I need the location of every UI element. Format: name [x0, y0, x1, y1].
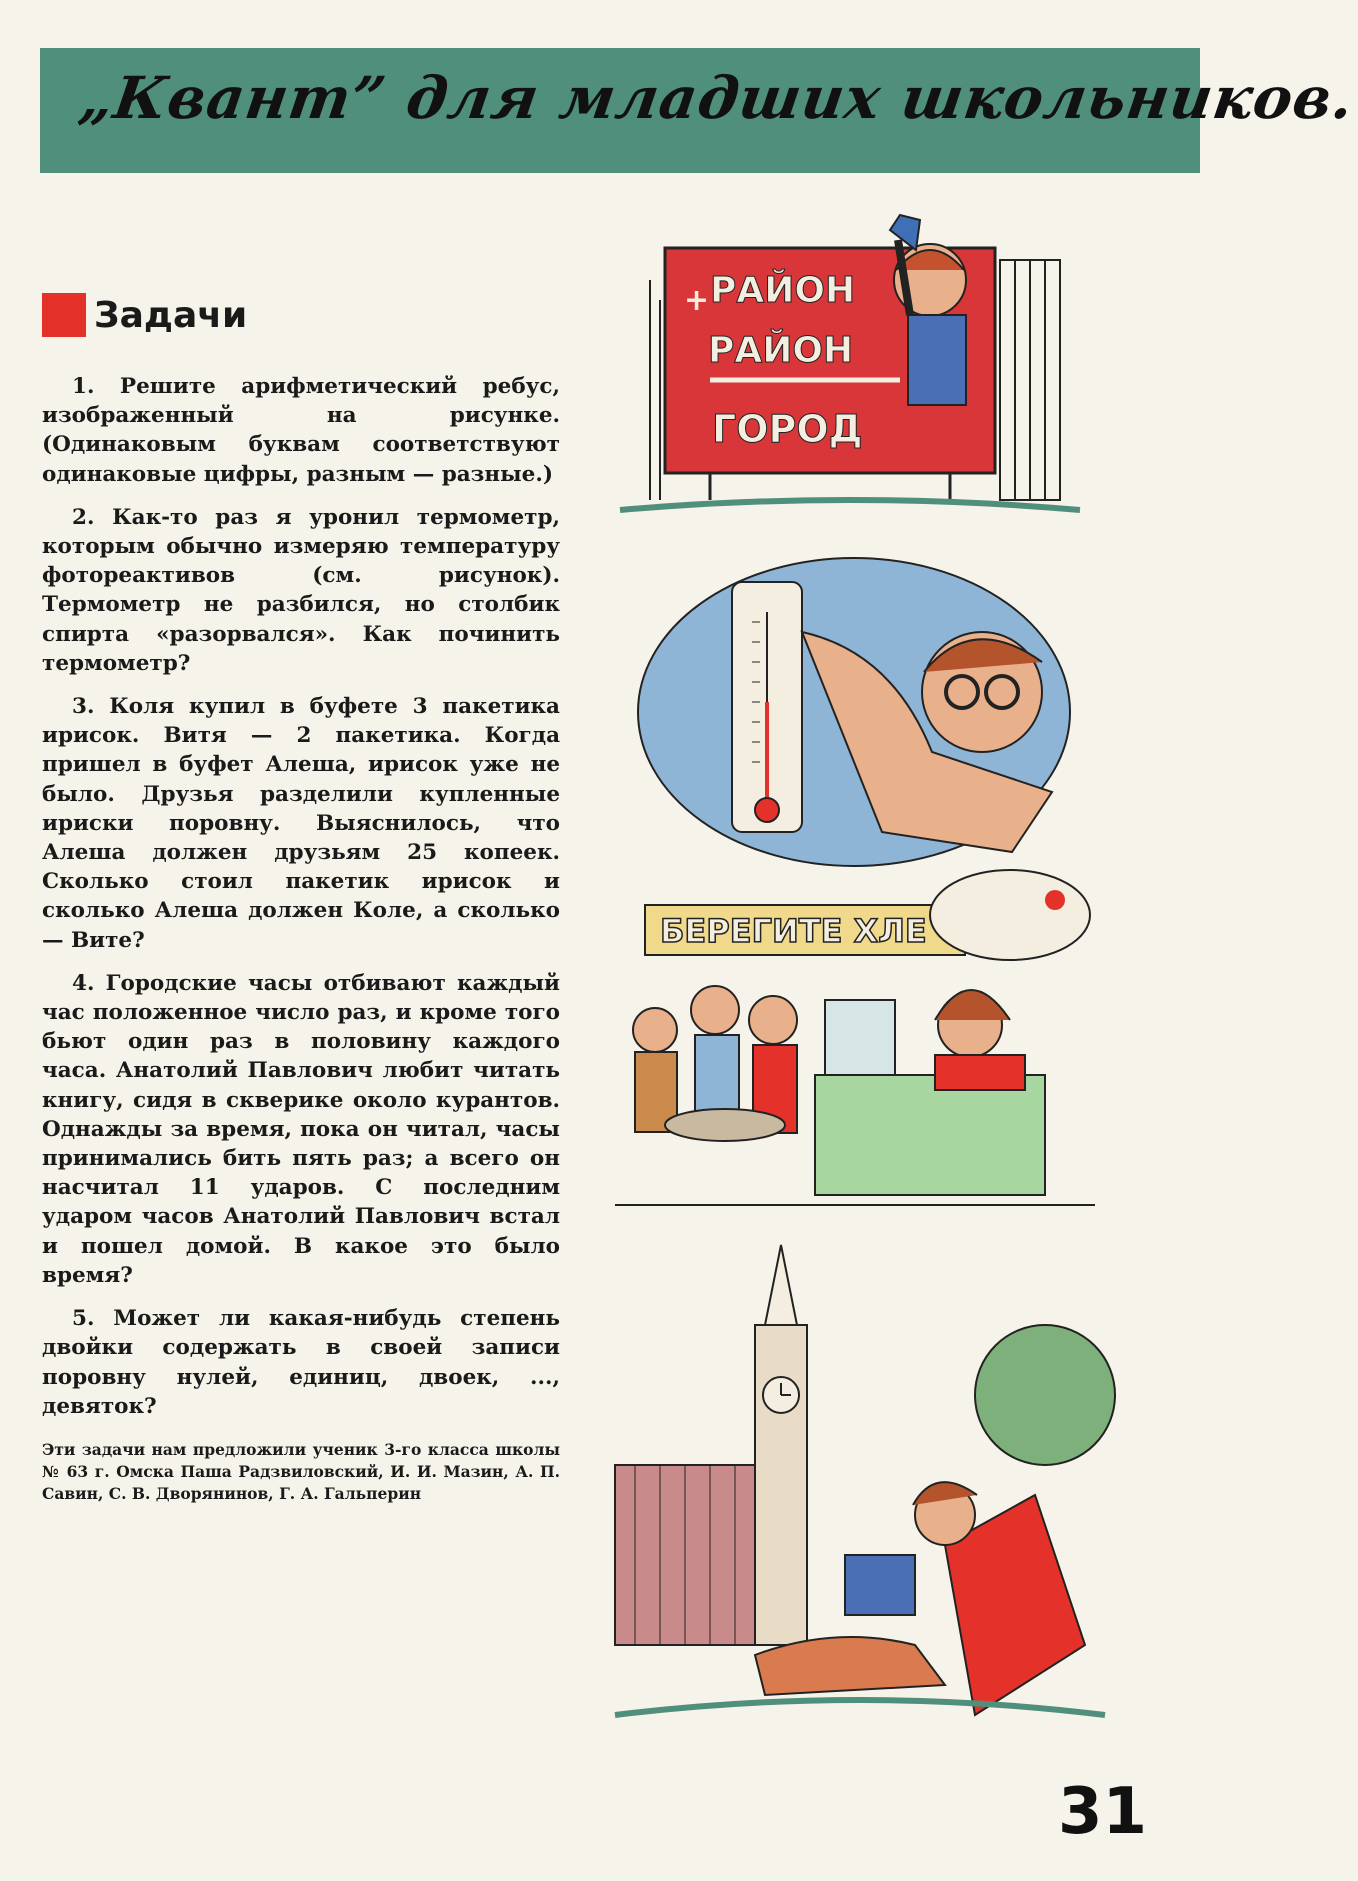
rebus-plus: +: [684, 283, 710, 318]
shop-illustration: [615, 860, 1095, 1220]
banner-title: „Квант” для младших школьников.: [75, 64, 1358, 132]
section-heading: [42, 293, 247, 337]
clock-tower-illustration: [615, 1245, 1105, 1765]
page-number: 31: [1058, 1775, 1148, 1849]
rebus-billboard-illustration: [620, 220, 1080, 540]
shop-sign-text: БЕРЕГИТЕ ХЛЕ: [660, 912, 927, 950]
thermometer-illustration: [632, 552, 1077, 872]
problem-4: 4. Городские часы отбивают каждый час положенное число раз, и кроме того бьют один раз в половину каждого часа. Анатолий Павлович любит читать книгу, сидя в скверике около курантов. Однажды за время, пока он читал, часы принимались бить пять раз; а всего он насчитал 11 ударов. С последним ударом часов Анатолий Павлович встал и пошел домой. В какое это было время?: [42, 970, 560, 1288]
rebus-line-1: РАЙОН: [710, 270, 856, 311]
problem-5: 5. Может ли какая-нибудь степень двойки содержать в своей записи поровну нулей, единиц, двоек, ..., девяток?: [42, 1306, 560, 1419]
header-banner: [40, 48, 1358, 173]
problem-list: [42, 372, 560, 1505]
section-title: Задачи: [94, 294, 248, 336]
problem-2: 2. Как-то раз я уронил термометр, которым обычно измеряю температуру фотореактивов (см. рисунок). Термометр не разбился, но столбик спирта «разорвался». Как починить термометр?: [42, 504, 560, 676]
rebus-result: ГОРОД: [712, 407, 863, 451]
red-square-icon: [42, 293, 86, 337]
problem-3: 3. Коля купил в буфете 3 пакетика ирисок. Витя — 2 пакетика. Когда пришел в буфет Алеша, ирисок уже не было. Друзья разделили купленные ириски поровну. Выяснилось, что Алеша должен друзьям 25 копеек. Сколько стоил пакетик ирисок и сколько Алеша должен Коле, а сколько — Вите?: [42, 694, 560, 953]
credits: Эти задачи нам предложили ученик 3-го класса школы № 63 г. Омска Паша Радзвиловский, И. И. Мазин, А. П. Савин, С. В. Дворянинов, Г. А. Гальперин: [42, 1439, 560, 1503]
problem-1: 1. Решите арифметический ребус, изображенный на рисунке. (Одинаковым буквам соответствуют одинаковые цифры, разным — разные.): [42, 374, 560, 487]
rebus-line-2: РАЙОН: [708, 330, 854, 371]
